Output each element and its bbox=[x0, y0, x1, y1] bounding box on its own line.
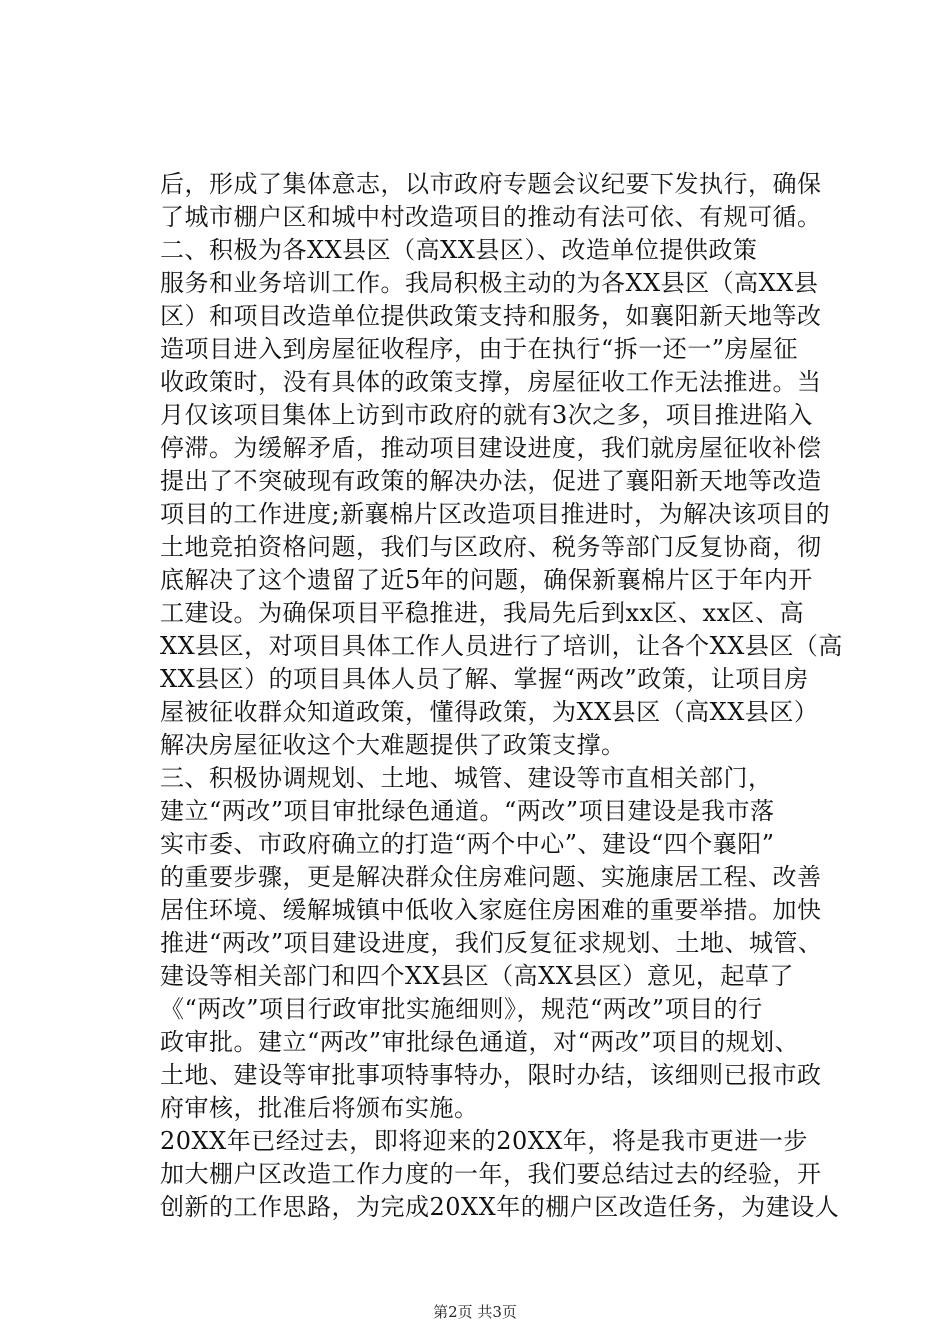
page-footer: 第2页 共3页 bbox=[433, 1303, 517, 1321]
text-line: 建设等相关部门和四个XX县区（高XX县区）意见，起草了 bbox=[160, 962, 794, 990]
text-line: 居住环境、缓解城镇中低收入家庭住房困难的重要举措。加快 bbox=[160, 896, 822, 924]
body-text bbox=[160, 168, 843, 1224]
text-line: 了城市棚户区和城中村改造项目的推动有法可依、有规可循。 bbox=[160, 203, 822, 231]
text-line: 创新的工作思路，为完成20XX年的棚户区改造任务，为建设人 bbox=[160, 1193, 840, 1221]
text-line: 政审批。建立“两改”审批绿色通道，对“两改”项目的规划、 bbox=[160, 1028, 800, 1056]
text-line: 土地竞拍资格问题，我们与区政府、税务等部门反复协商，彻 bbox=[160, 533, 822, 561]
text-line: 《“两改”项目行政审批实施细则》，规范“两改”项目的行 bbox=[160, 995, 763, 1023]
text-line: 后，形成了集体意志，以市政府专题会议纪要下发执行，确保 bbox=[160, 170, 822, 198]
text-line: 屋被征收群众知道政策，懂得政策，为XX县区（高XX县区） bbox=[160, 698, 819, 726]
text-line: XX县区，对项目具体工作人员进行了培训，让各个XX县区（高 bbox=[160, 632, 843, 660]
text-line: 实市委、市政府确立的打造“两个中心”、建设“四个襄阳” bbox=[160, 830, 775, 858]
text-line: 三、积极协调规划、土地、城管、建设等市直相关部门， bbox=[160, 764, 773, 792]
text-line: 二、积极为各XX县区（高XX县区）、改造单位提供政策 bbox=[160, 236, 758, 264]
text-line: 建立“两改”项目审批绿色通道。“两改”项目建设是我市落 bbox=[160, 797, 775, 825]
text-line: 提出了不突破现有政策的解决办法，促进了襄阳新天地等改造 bbox=[160, 467, 822, 495]
text-line: 收政策时，没有具体的政策支撑，房屋征收工作无法推进。当 bbox=[160, 368, 822, 396]
text-line: 工建设。为确保项目平稳推进，我局先后到xx区、xx区、高 bbox=[160, 599, 805, 627]
text-line: 20XX年已经过去，即将迎来的20XX年，将是我市更进一步 bbox=[160, 1127, 808, 1155]
text-line: 加大棚户区改造工作力度的一年，我们要总结过去的经验，开 bbox=[160, 1160, 822, 1188]
text-line: 服务和业务培训工作。我局积极主动的为各XX县区（高XX县 bbox=[160, 269, 819, 297]
text-line: 区）和项目改造单位提供政策支持和服务，如襄阳新天地等改 bbox=[160, 302, 822, 330]
text-line: 推进“两改”项目建设进度，我们反复征求规划、土地、城管、 bbox=[160, 929, 823, 957]
text-line: 府审核，批准后将颁布实施。 bbox=[160, 1094, 479, 1122]
text-line: 项目的工作进度;新襄棉片区改造项目推进时，为解决该项目的 bbox=[160, 500, 831, 528]
text-line: 土地、建设等审批事项特事特办，限时办结，该细则已报市政 bbox=[160, 1061, 822, 1089]
text-line: 底解决了这个遗留了近5年的问题，确保新襄棉片区于年内开 bbox=[160, 566, 813, 594]
text-line: 月仅该项目集体上访到市政府的就有3次之多，项目推进陷入 bbox=[160, 401, 813, 429]
text-line: 解决房屋征收这个大难题提供了政策支撑。 bbox=[160, 731, 626, 759]
text-line: 的重要步骤，更是解决群众住房难问题、实施康居工程、改善 bbox=[160, 863, 822, 891]
text-line: XX县区）的项目具体人员了解、掌握“两改”政策，让项目房 bbox=[160, 665, 809, 693]
text-line: 造项目进入到房屋征收程序，由于在执行“拆一还一”房屋征 bbox=[160, 335, 799, 363]
text-line: 停滞。为缓解矛盾，推动项目建设进度，我们就房屋征收补偿 bbox=[160, 434, 822, 462]
